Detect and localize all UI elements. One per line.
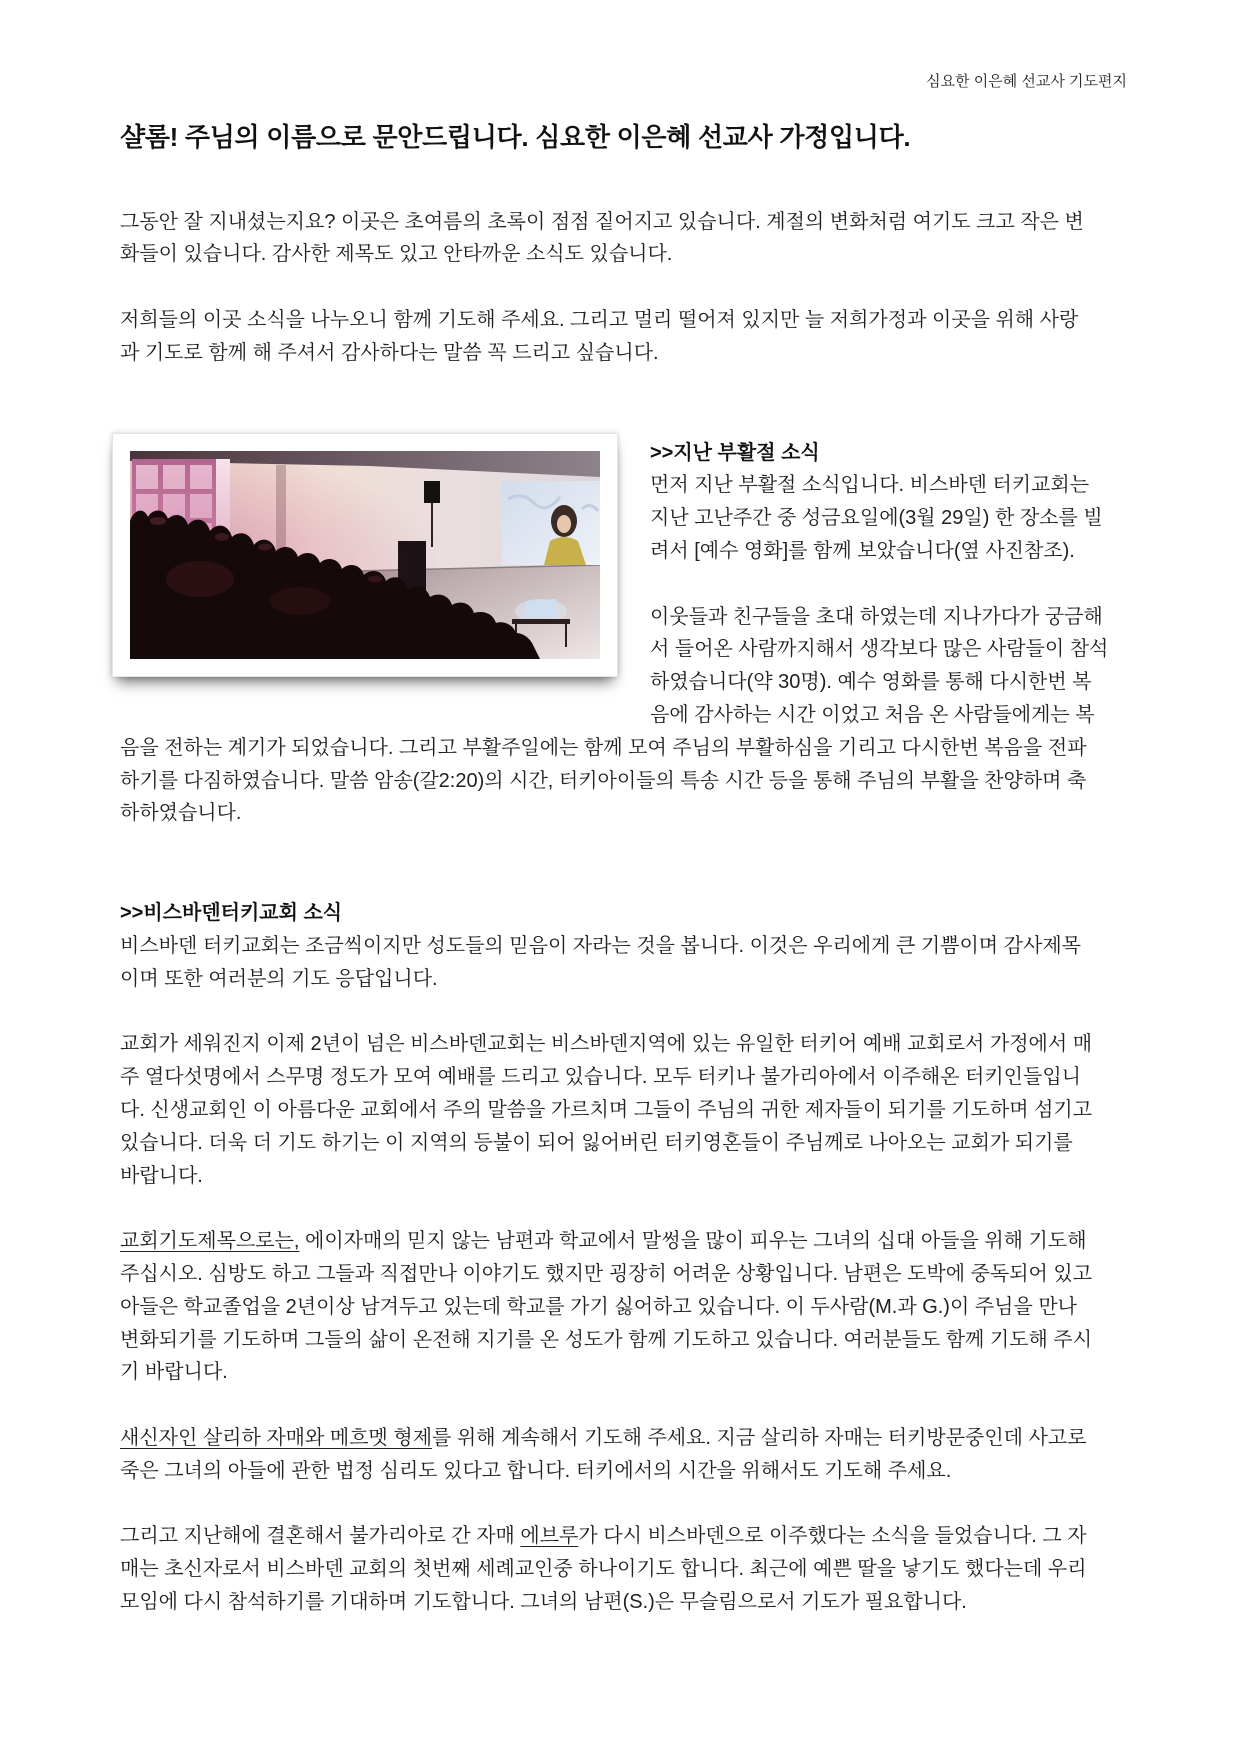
church-news-section [120, 897, 1127, 1619]
text-line: 저희들의 이곳 소식을 나누오니 함께 기도해 주세요. 그리고 멀리 떨어져 있지만 늘 저희가정과 이곳을 위해 사랑 [120, 308, 1079, 331]
text-line: 그동안 잘 지내셨는지요? 이곳은 초여름의 초록이 점점 짙어지고 있습니다. 계절의 변화처럼 여기도 크고 작은 변 [120, 210, 1084, 233]
paragraph [120, 206, 1127, 272]
paragraph [120, 930, 1127, 996]
underlined-phrase: 교회기도제목으로는, [120, 1230, 300, 1253]
text-line: 변화되기를 기도하며 그들의 삶이 온전해 지기를 온 성도가 함께 기도하고 있습니다. 여러분들도 함께 기도해 주시 [120, 1328, 1093, 1351]
text-line: 비스바덴 터키교회는 조금씩이지만 성도들의 믿음이 자라는 것을 봅니다. 이것은 우리에게 큰 기쁨이며 감사제목 [120, 934, 1081, 957]
text-run: 에이자매의 믿지 않는 남편과 학교에서 말썽을 많이 피우는 그녀의 십대 아들을 위해 기도해 [299, 1230, 1087, 1253]
underlined-phrase: 새신자인 살리하 자매와 메흐멧 형제 [120, 1426, 433, 1449]
running-title: 심요한 이은혜 선교사 기도편지 [926, 73, 1127, 90]
paragraph [650, 601, 1127, 732]
text-line: 모임에 다시 참석하기를 기대하며 기도합니다. 그녀의 남편(S.)은 무슬림으로서 기도가 필요합니다. [120, 1590, 967, 1613]
paragraph [120, 1422, 1127, 1488]
text-line: 하였습니다(약 30명). 예수 영화를 통해 다시한번 복 [650, 671, 1092, 694]
intro-section [120, 206, 1127, 370]
text-run: 가 다시 비스바덴으로 이주했다는 소식을 들었습니다. 그 자 [578, 1525, 1087, 1548]
section-heading: >>비스바덴터키교회 소식 [120, 902, 343, 925]
text-line: 하하였습니다. [120, 802, 242, 825]
text-line: 려서 [예수 영화]를 함께 보았습니다(옆 사진참조). [650, 539, 1075, 562]
easter-news-section [120, 437, 1127, 831]
text-line: 이며 또한 여러분의 기도 응답입니다. [120, 967, 438, 990]
text-line: 서 들어온 사람까지해서 생각보다 많은 사람들이 참석 [650, 638, 1109, 661]
text-line: 주 열다섯명에서 스무명 정도가 모여 예배를 드리고 있습니다. 모두 터키나 불가리아에서 이주해온 터키인들입니 [120, 1066, 1081, 1089]
paragraph [120, 1225, 1127, 1389]
paragraph [120, 1520, 1127, 1618]
text-run: 를 위해 계속해서 기도해 주세요. 지금 살리하 자매는 터키방문중인데 사고로 [432, 1426, 1087, 1449]
paragraph [120, 304, 1127, 370]
text-line: 교회가 세워진지 이제 2년이 넘은 비스바덴교회는 비스바덴지역에 있는 유일한 터키어 예배 교회로서 가정에서 매 [120, 1033, 1093, 1056]
paragraph [650, 469, 1127, 567]
section-heading: >>지난 부활절 소식 [650, 441, 820, 464]
text-line: 이웃들과 친구들을 초대 하였는데 지나가다가 궁금해 [650, 605, 1103, 628]
easter-news-row [120, 437, 1127, 732]
underlined-phrase: 에브루 [520, 1525, 579, 1548]
text-line: 바랍니다. [120, 1164, 203, 1187]
text-line [120, 1422, 1127, 1455]
text-line: 화들이 있습니다. 감사한 제목도 있고 안타까운 소식도 있습니다. [120, 243, 673, 266]
photo-frame [112, 433, 618, 677]
text-line: 기 바랍니다. [120, 1361, 228, 1384]
text-line: 다. 신생교회인 이 아름다운 교회에서 주의 말씀을 가르치며 그들이 주님의 귀한 제자들이 되기를 기도하며 섬기고 [120, 1098, 1093, 1121]
text-line: 먼저 지난 부활절 소식입니다. 비스바덴 터키교회는 [650, 474, 1090, 497]
letter-body [120, 206, 1127, 1619]
text-line [120, 1225, 1127, 1258]
text-line: 주십시오. 심방도 하고 그들과 직접만나 이야기도 했지만 굉장히 어려운 상황입니다. 남편은 도박에 중독되어 있고 [120, 1262, 1093, 1285]
text-line: 매는 초신자로서 비스바덴 교회의 첫번째 세례교인중 하나이기도 합니다. 최근에 예쁜 딸을 낳기도 했다는데 우리 [120, 1558, 1087, 1581]
easter-news-column [650, 437, 1127, 732]
text-line: 과 기도로 함께 해 주셔서 감사하다는 말씀 꼭 드리고 싶습니다. [120, 341, 659, 364]
easter-movie-photo [130, 451, 600, 659]
text-line: 있습니다. 더욱 더 기도 하기는 이 지역의 등불이 되어 잃어버린 터키영혼들이 주님께로 나아오는 교회가 되기를 [120, 1131, 1073, 1154]
paragraph-continuation [120, 732, 1127, 830]
paragraph [120, 1028, 1127, 1192]
greeting-title: 샬롬! 주님의 이름으로 문안드립니다. 심요한 이은혜 선교사 가정입니다. [120, 122, 911, 152]
text-line: 지난 고난주간 중 성금요일에(3월 29일) 한 장소를 빌 [650, 507, 1103, 530]
text-line: 음을 전하는 계기가 되었습니다. 그리고 부활주일에는 함께 모여 주님의 부활하심을 기리고 다시한번 복음을 전파 [120, 736, 1087, 759]
text-line: 하기를 다짐하였습니다. 말씀 암송(갈2:20)의 시간, 터키아이들의 특송 시간 등을 통해 주님의 부활을 찬양하며 축 [120, 769, 1087, 792]
text-run: 그리고 지난해에 결혼해서 불가리아로 간 자매 [120, 1525, 521, 1548]
text-line: 죽은 그녀의 아들에 관한 법정 심리도 있다고 합니다. 터키에서의 시간을 위해서도 기도해 주세요. [120, 1459, 952, 1482]
text-line: 아들은 학교졸업을 2년이상 남겨두고 있는데 학교를 가기 싫어하고 있습니다. 이 두사람(M.과 G.)이 주님을 만나 [120, 1295, 1078, 1318]
text-line [120, 1520, 1127, 1553]
text-line: 음에 감사하는 시간 이었고 처음 온 사람들에게는 복 [650, 703, 1095, 726]
